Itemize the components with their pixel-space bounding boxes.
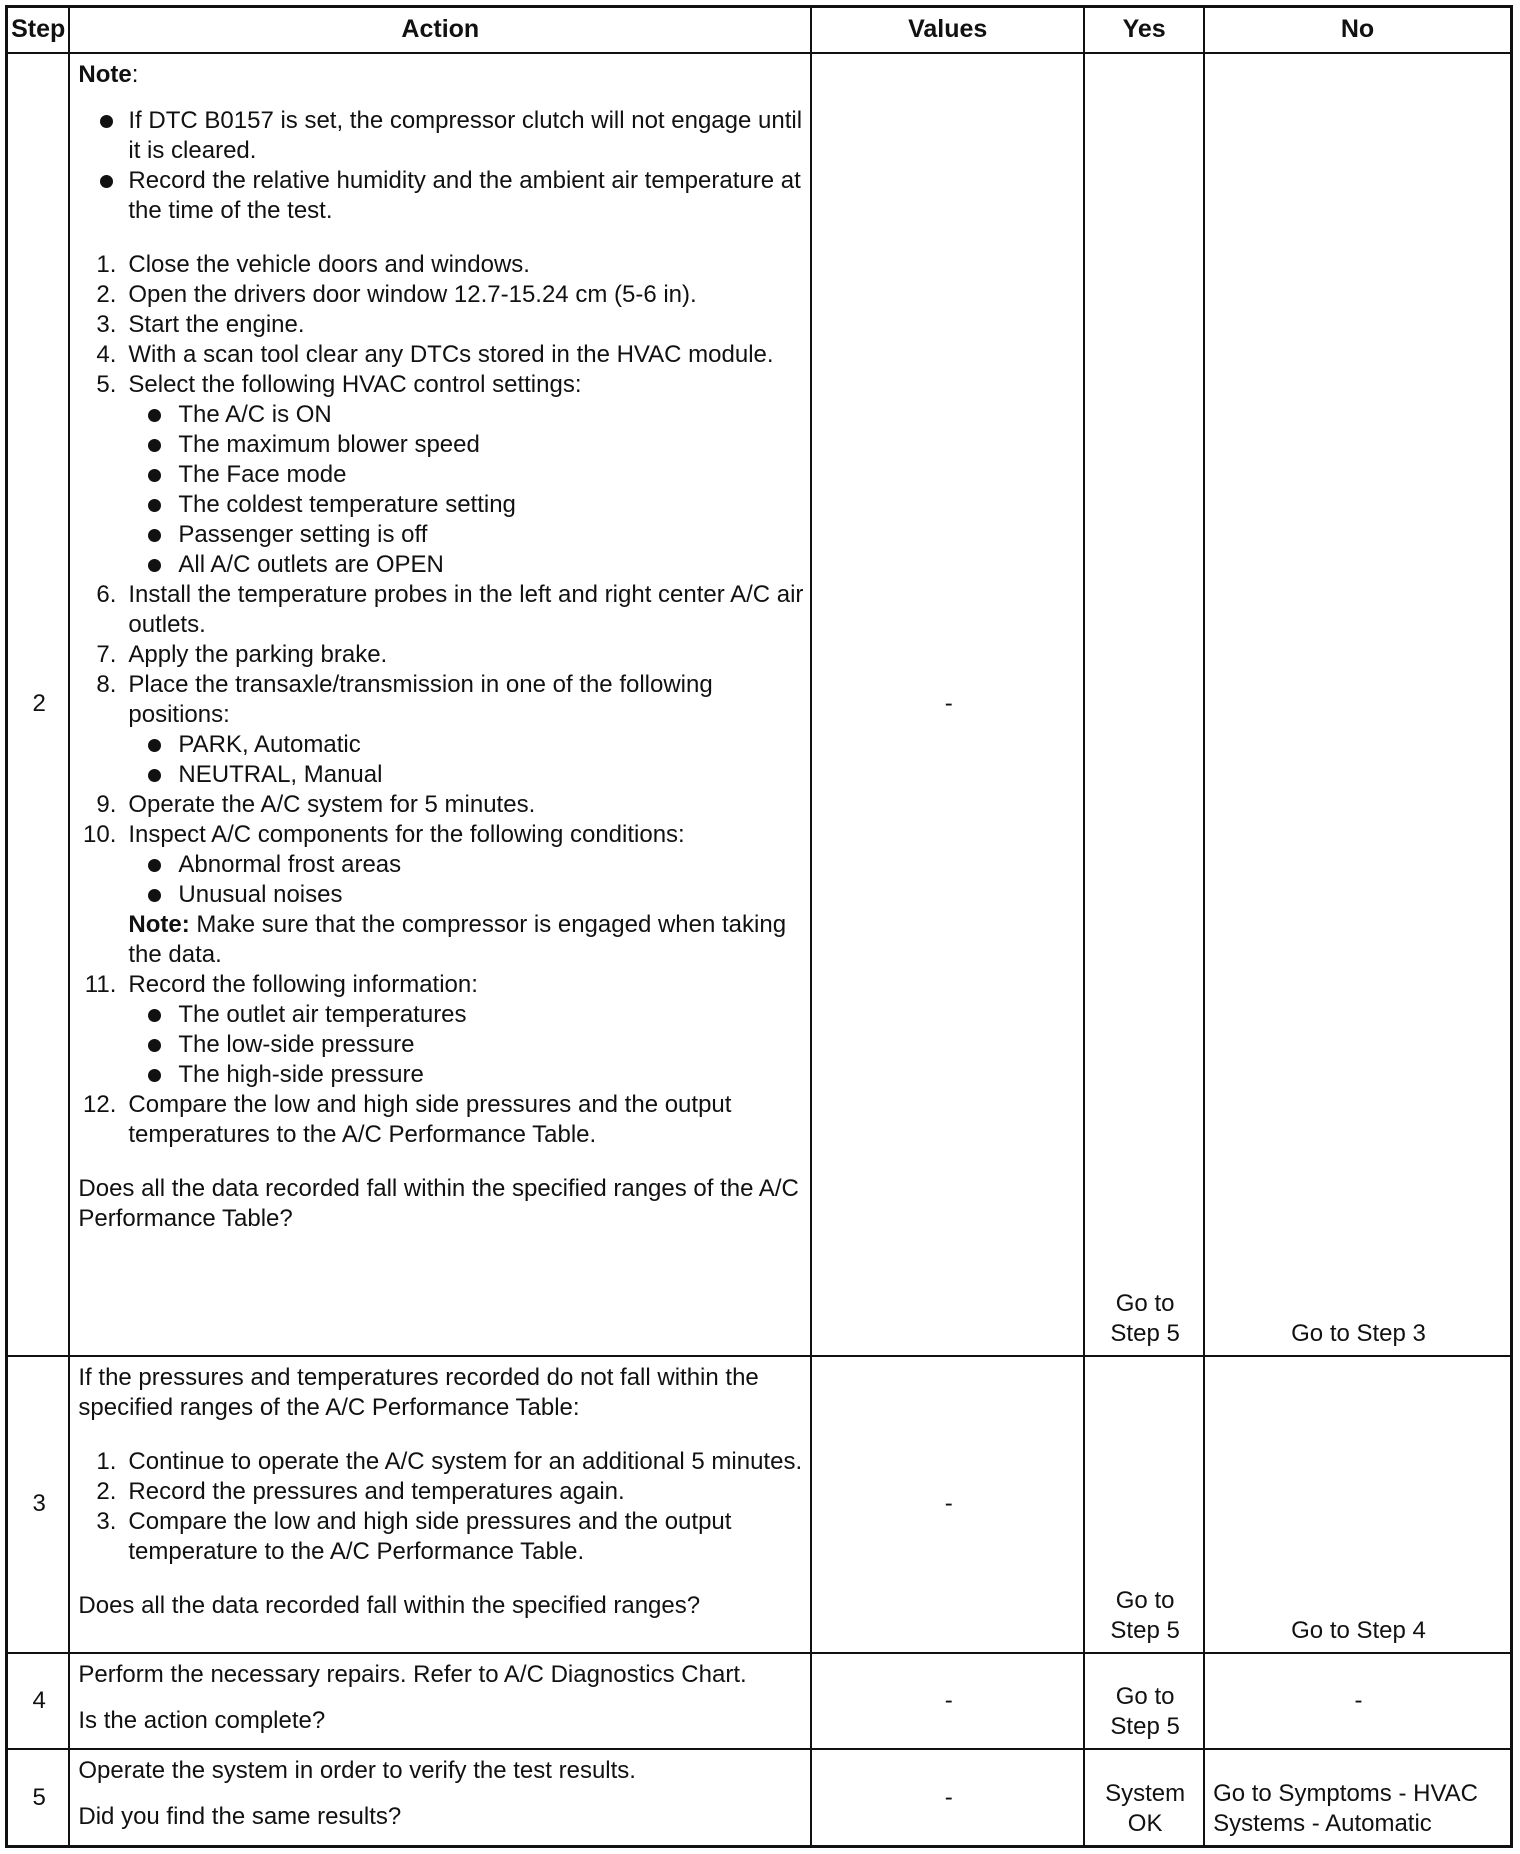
yes-cell: System OK — [1084, 1749, 1204, 1846]
list-item: Abnormal frost areas — [78, 850, 804, 880]
list-item: Passenger setting is off — [78, 520, 804, 550]
list-item: Record the relative humidity and the ambient air temperature at the time of the test. — [78, 166, 804, 226]
values-cell: - — [811, 1749, 1084, 1846]
header-row — [7, 7, 1512, 53]
note-heading: Note: — [78, 60, 139, 88]
yes-cell: Go to Step 5 — [1084, 53, 1204, 1356]
intro-text: If the pressures and temperatures recorded do not fall within the specified ranges of the A/C Performance Table: — [78, 1363, 759, 1421]
list-item: The coldest temperature setting — [78, 490, 804, 520]
action-cell — [69, 1653, 811, 1750]
step-number: 3 — [7, 1356, 70, 1653]
list-item: 3. Start the engine. — [96, 310, 305, 338]
list-item: Unusual noises — [78, 880, 804, 910]
list-item: PARK, Automatic — [78, 730, 804, 760]
no-cell: - — [1204, 1653, 1511, 1750]
procedure-steps — [78, 250, 804, 400]
table-row-step-2 — [7, 53, 1512, 1356]
no-cell: Go to Symptoms - HVAC Systems - Automatic — [1204, 1749, 1511, 1846]
action-cell — [69, 1356, 811, 1653]
list-item: 8. Place the transaxle/transmission in one of the following positions: — [96, 670, 713, 728]
step-number: 4 — [7, 1653, 70, 1750]
transmission-positions-list — [78, 730, 804, 790]
conditions-list — [78, 850, 804, 910]
list-item: 12. Compare the low and high side pressures and the output temperatures to the A/C Performance Table. — [83, 1090, 732, 1148]
list-item: 9. Operate the A/C system for 5 minutes. — [96, 790, 536, 818]
values-cell: - — [811, 53, 1084, 1356]
list-item: 4. With a scan tool clear any DTCs stored in the HVAC module. — [96, 340, 774, 368]
list-item: 2. Record the pressures and temperatures again. — [96, 1477, 625, 1505]
values-cell: - — [811, 1356, 1084, 1653]
list-item: 11. Record the following information: — [84, 970, 478, 998]
action-text: Perform the necessary repairs. Refer to A/C Diagnostics Chart. — [78, 1660, 747, 1688]
list-item: The outlet air temperatures — [78, 1000, 804, 1030]
action-cell — [69, 53, 811, 1356]
diagnostic-table — [5, 5, 1513, 1848]
list-item: 7. Apply the parking brake. — [96, 640, 388, 668]
list-item: The Face mode — [78, 460, 804, 490]
hvac-settings-list — [78, 400, 804, 580]
header-no: No — [1204, 7, 1511, 53]
header-step: Step — [7, 7, 70, 53]
step-number: 2 — [7, 53, 70, 1356]
table-row-step-4 — [7, 1653, 1512, 1750]
table-row-step-5 — [7, 1749, 1512, 1846]
action-text: Operate the system in order to verify the test results. — [78, 1757, 636, 1785]
no-cell: Go to Step 3 — [1204, 53, 1511, 1356]
note-bullets — [78, 106, 804, 226]
no-cell: Go to Step 4 — [1204, 1356, 1511, 1653]
list-item: NEUTRAL, Manual — [78, 760, 804, 790]
yes-cell: Go to Step 5 — [1084, 1653, 1204, 1750]
list-item: The A/C is ON — [78, 400, 804, 430]
list-item: 3. Compare the low and high side pressures and the output temperature to the A/C Performance Table. — [96, 1507, 732, 1565]
list-item: If DTC B0157 is set, the compressor clutch will not engage until it is cleared. — [78, 106, 804, 166]
list-item: 1. Continue to operate the A/C system for an additional 5 minutes. — [96, 1447, 803, 1475]
list-item: 5. Select the following HVAC control settings: — [96, 370, 582, 398]
list-item: 6. Install the temperature probes in the left and right center A/C air outlets. — [96, 580, 804, 638]
action-cell — [69, 1749, 811, 1846]
list-item: 1. Close the vehicle doors and windows. — [96, 250, 530, 278]
header-action: Action — [69, 7, 811, 53]
question: Did you find the same results? — [78, 1803, 402, 1831]
step-number: 5 — [7, 1749, 70, 1846]
table-row-step-3 — [7, 1356, 1512, 1653]
procedure-steps — [78, 1447, 804, 1567]
list-item: All A/C outlets are OPEN — [78, 550, 804, 580]
list-item: 2. Open the drivers door window 12.7-15.24 cm (5-6 in). — [96, 280, 697, 308]
record-info-list — [78, 1000, 804, 1090]
values-cell: - — [811, 1653, 1084, 1750]
list-item: The low-side pressure — [78, 1030, 804, 1060]
header-yes: Yes — [1084, 7, 1204, 53]
header-values: Values — [811, 7, 1084, 53]
list-item: 10. Inspect A/C components for the following conditions: — [83, 820, 685, 848]
question: Does all the data recorded fall within the specified ranges of the A/C Performance Table? — [78, 1174, 799, 1232]
list-item: The high-side pressure — [78, 1060, 804, 1090]
list-item: The maximum blower speed — [78, 430, 804, 460]
inner-note: Note: Make sure that the compressor is engaged when taking the data. — [128, 910, 787, 968]
yes-cell: Go to Step 5 — [1084, 1356, 1204, 1653]
question: Is the action complete? — [78, 1706, 326, 1734]
question: Does all the data recorded fall within the specified ranges? — [78, 1591, 701, 1619]
